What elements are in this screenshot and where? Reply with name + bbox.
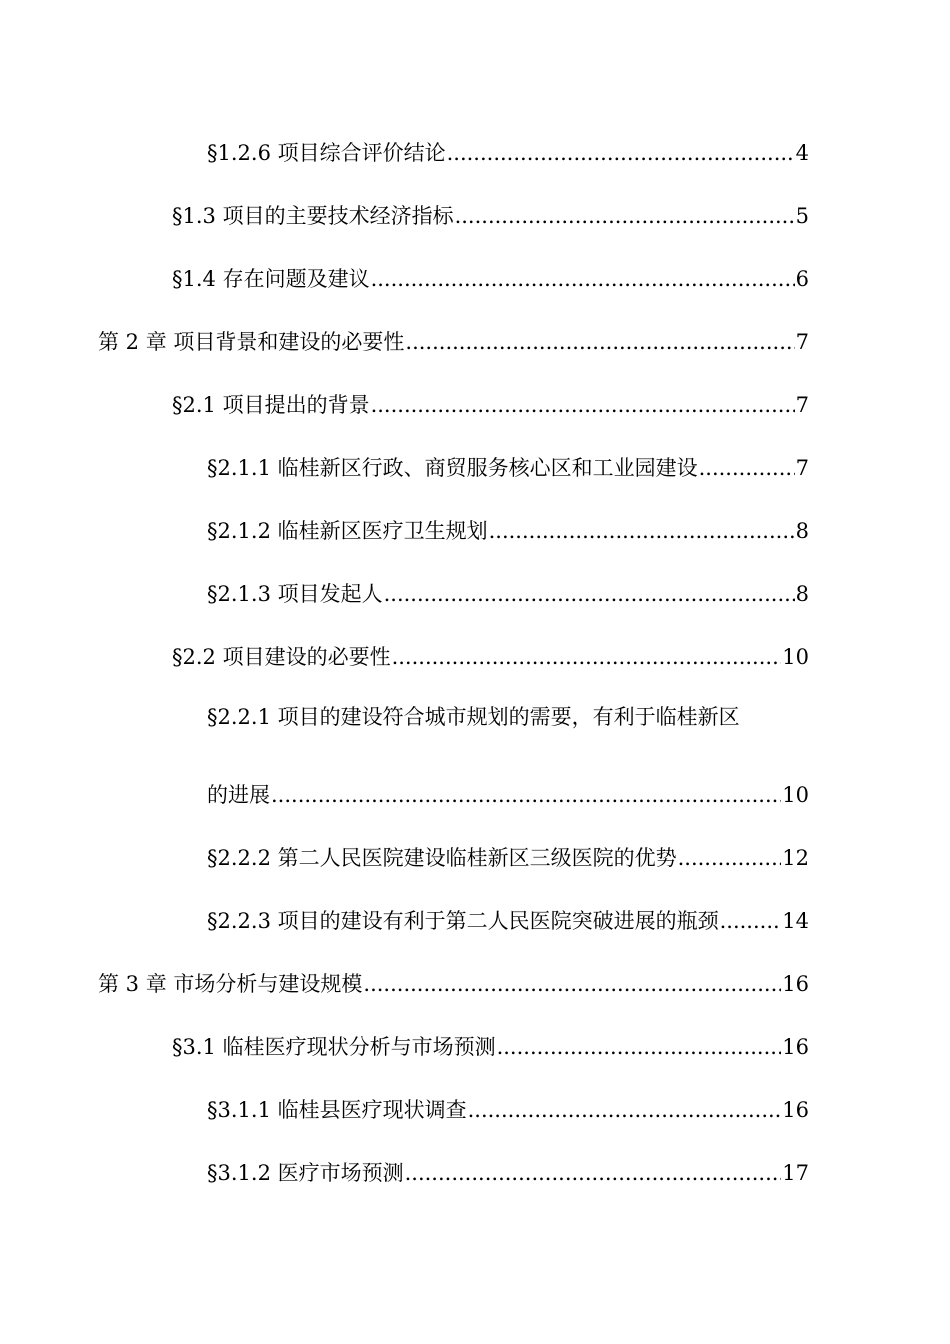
toc-entry-1-2-6[interactable] [207,134,809,166]
toc-entry-3-1[interactable] [172,1028,809,1060]
toc-entry-page: 7 [795,393,809,417]
toc-entry-title: §2.2 项目建设的必要性 [172,645,391,669]
toc-entry-title: §2.1.2 临桂新区医疗卫生规划 [207,519,488,543]
toc-entry-title: §2.2.2 第二人民医院建设临桂新区三级医院的优势 [207,846,677,870]
toc-dot-leader [489,518,795,544]
toc-entry-1-4[interactable] [172,260,809,292]
toc-entry-title: 第 2 章 项目背景和建设的必要性 [98,330,405,354]
toc-entry-page: 5 [795,204,809,228]
toc-entry-2-1-3[interactable] [207,575,809,607]
toc-entry-chapter-3[interactable] [98,965,809,997]
toc-entry-title: 的进展 [207,783,270,807]
toc-dot-leader [371,266,795,292]
toc-entry-2-2-3[interactable] [207,902,809,934]
toc-dot-leader [455,203,795,229]
toc-dot-leader [363,971,781,997]
toc-dot-leader [405,1160,782,1186]
toc-dot-leader [720,908,782,934]
toc-dot-leader [405,329,794,355]
toc-dot-leader [497,1034,782,1060]
toc-entry-page: 17 [782,1161,809,1185]
toc-entry-2-2-1-line1[interactable]: §2.2.1 项目的建设符合城市规划的需要，有利于临桂新区 [207,705,740,729]
toc-entry-2-1[interactable] [172,386,809,418]
toc-entry-page: 10 [782,783,809,807]
toc-entry-page: 7 [795,330,809,354]
toc-entry-2-1-1[interactable] [207,449,809,481]
toc-entry-2-2[interactable] [172,638,809,670]
toc-entry-3-1-2[interactable] [207,1154,809,1186]
toc-entry-title: §3.1 临桂医疗现状分析与市场预测 [172,1035,496,1059]
toc-entry-title: §2.1.1 临桂新区行政、商贸服务核心区和工业园建设 [207,456,698,480]
toc-dot-leader [371,392,795,418]
toc-dot-leader [468,1097,782,1123]
toc-dot-leader [392,644,782,670]
toc-entry-title: §2.1 项目提出的背景 [172,393,370,417]
toc-entry-page: 16 [782,1035,809,1059]
toc-entry-title: §1.3 项目的主要技术经济指标 [172,204,454,228]
toc-entry-1-3[interactable] [172,197,809,229]
toc-entry-page: 10 [782,645,809,669]
toc-dot-leader [678,845,782,871]
toc-entry-page: 6 [795,267,809,291]
toc-dot-leader [447,140,795,166]
toc-entry-title: §3.1.2 医疗市场预测 [207,1161,404,1185]
toc-entry-page: 16 [782,1098,809,1122]
toc-entry-page: 7 [795,456,809,480]
toc-dot-leader [271,782,781,808]
toc-entry-page: 8 [795,582,809,606]
toc-entry-page: 4 [795,141,809,165]
toc-entry-title: §3.1.1 临桂县医疗现状调查 [207,1098,467,1122]
toc-entry-title: §1.2.6 项目综合评价结论 [207,141,446,165]
toc-entry-title: 第 3 章 市场分析与建设规模 [98,972,363,996]
toc-entry-title: §2.1.3 项目发起人 [207,582,383,606]
toc-entry-chapter-2[interactable] [98,323,809,355]
toc-entry-title: §1.4 存在问题及建议 [172,267,370,291]
toc-dot-leader [384,581,795,607]
toc-entry-2-2-1[interactable] [207,776,809,808]
toc-dot-leader [699,455,795,481]
toc-entry-page: 12 [782,846,809,870]
toc-entry-title: §2.2.3 项目的建设有利于第二人民医院突破进展的瓶颈 [207,909,719,933]
toc-entry-page: 16 [782,972,809,996]
toc-entry-2-1-2[interactable] [207,512,809,544]
toc-entry-2-2-2[interactable] [207,839,809,871]
toc-entry-page: 8 [795,519,809,543]
toc-entry-page: 14 [782,909,809,933]
toc-entry-3-1-1[interactable] [207,1091,809,1123]
